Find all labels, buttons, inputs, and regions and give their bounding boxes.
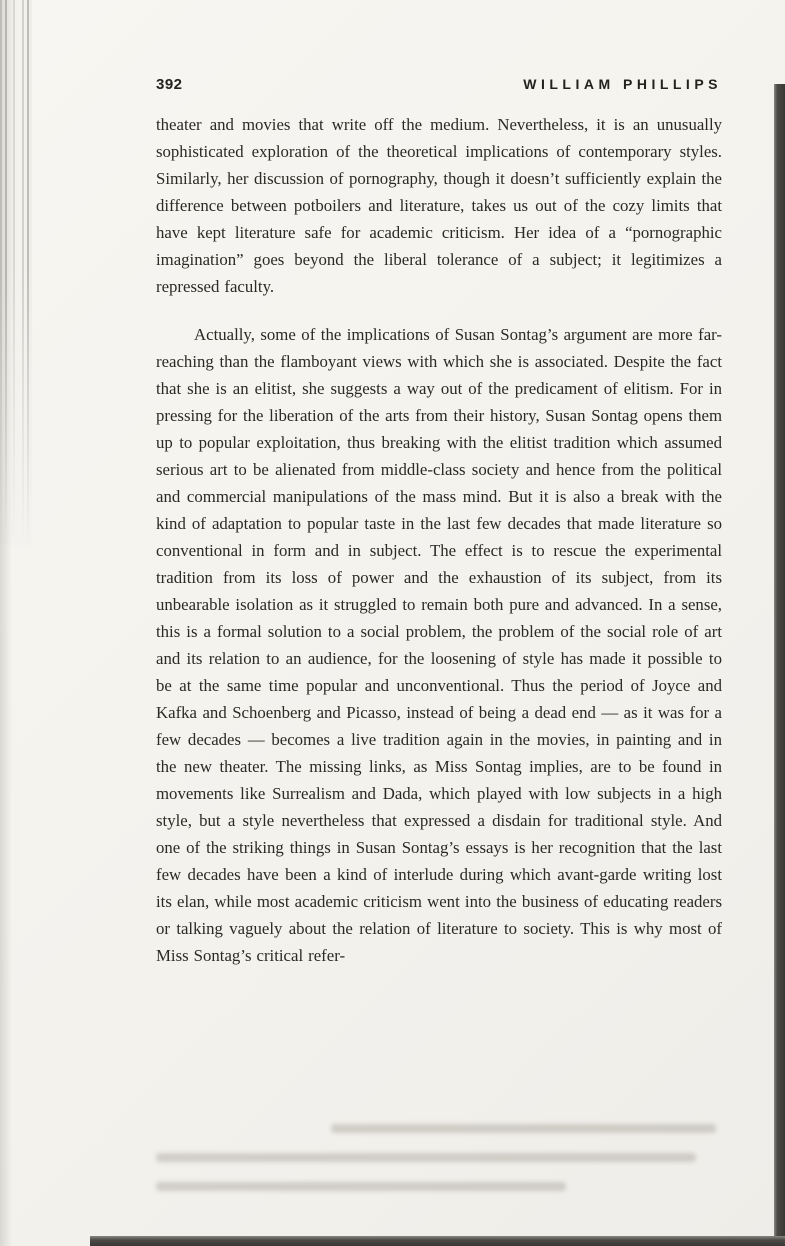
- running-head-author: WILLIAM PHILLIPS: [523, 76, 722, 92]
- paragraph-2: Actually, some of the implications of Susan Sontag’s argument are more far-reaching than the flamboyant views with which she is associated. Despite the fact that she is an elitist, she suggests a way out of the predicament of elitism. For in pressing for the liberation of the arts from their history, Susan Sontag opens them up to popular exploitation, thus breaking with the elitist tradition which assumed serious art to be alienated from middle-class society and hence from the political and commercial manipulations of the mass mind. But it is also a break with the kind of adaptation to popular taste in the last few decades that made literature so conventional in form and in subject. The effect is to rescue the experimental tradition from its loss of power and the exhaustion of its subject, from its unbearable isolation as it struggled to remain both pure and advanced. In a sense, this is a formal solution to a social problem, the problem of the social role of art and its relation to an audience, for the loosening of style has made it possible to be at the same time popular and unconventional. Thus the period of Joyce and Kafka and Schoenberg and Picasso, instead of being a dead end — as it was for a few decades — becomes a live tradition again in the movies, in painting and in the new theater. The missing links, as Miss Sontag implies, are to be found in movements like Surrealism and Dada, which played with low subjects in a high style, but a style nevertheless that expressed a disdain for traditional style. And one of the striking things in Susan Sontag’s essays is her recognition that the last few decades have been a kind of interlude during which avant-garde writing lost its elan, while most academic criticism went into the business of educating readers or talking vaguely about the relation of literature to society. This is why most of Miss Sontag’s critical refer-: [156, 325, 722, 965]
- bleedthrough-line: [156, 1153, 696, 1162]
- page-number: 392: [156, 76, 183, 93]
- body-text-column: [156, 111, 722, 969]
- scan-edge-shadow-right: [774, 84, 785, 1246]
- binding-shadow-left: [0, 0, 12, 1246]
- running-header: [156, 76, 722, 93]
- bleedthrough-line: [156, 1182, 566, 1191]
- bleedthrough-text-artifact: [156, 1124, 722, 1204]
- paragraph-1: theater and movies that write off the medium. Nevertheless, it is an unusually sophisticated exploration of the theoretical implications of contemporary styles. Similarly, her discussion of pornography, though it doesn’t sufficiently explain the difference between potboilers and literature, takes us out of the cozy limits that have kept literature safe for academic criticism. Her idea of a “pornographic imagination” goes beyond the liberal tolerance of a subject; it legitimizes a repressed faculty.: [156, 115, 722, 296]
- bleedthrough-line: [331, 1124, 716, 1133]
- scan-edge-shadow-bottom: [90, 1236, 785, 1246]
